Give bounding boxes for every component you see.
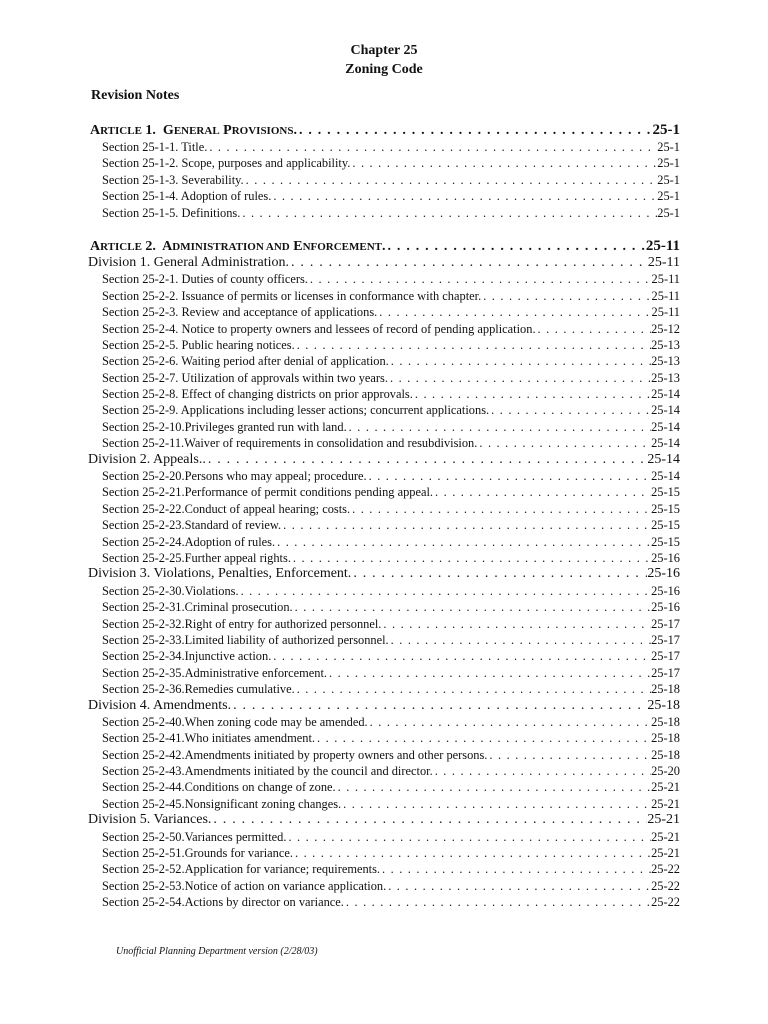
dot-leader <box>291 550 651 566</box>
dot-leader <box>295 681 651 697</box>
section-entry[interactable] <box>88 534 680 550</box>
section-entry[interactable] <box>88 550 680 566</box>
section-entry-title: Section 25-2-44.Conditions on change of zone. <box>102 780 336 795</box>
division-entry[interactable] <box>88 812 680 828</box>
article-title-part: A <box>162 238 173 254</box>
section-entry-title: Section 25-2-8. Effect of changing districts on prior approvals. <box>102 387 413 402</box>
section-entry[interactable] <box>88 845 680 861</box>
revision-notes-heading: Revision Notes <box>91 88 180 103</box>
dot-leader <box>377 304 651 320</box>
dot-leader <box>368 714 651 730</box>
section-entry-page: 25-22 <box>651 878 680 893</box>
article-title-part: ENERAL <box>173 125 220 137</box>
section-entry-title: Section 25-2-50.Variances permitted. <box>102 829 287 844</box>
section-entry-page: 25-13 <box>651 354 680 369</box>
section-entry[interactable] <box>88 665 680 681</box>
dot-leader <box>327 665 651 681</box>
article-title-part: 1. <box>141 123 163 138</box>
section-entry-page: 25-18 <box>651 682 680 697</box>
section-entry-page: 25-11 <box>651 288 680 303</box>
dot-leader <box>239 583 652 599</box>
division-entry-title: Division 4. Amendments. <box>88 697 232 713</box>
section-entry-title: Section 25-1-2. Scope, purposes and applicability. <box>102 156 351 171</box>
article-title-part: P <box>219 123 232 138</box>
section-entry-title: Section 25-2-25.Further appeal rights. <box>102 550 291 565</box>
section-entry[interactable] <box>88 288 680 304</box>
dot-leader <box>350 155 657 171</box>
section-entry[interactable] <box>88 139 680 155</box>
dot-leader <box>367 468 651 484</box>
section-entry-title: Section 25-2-4. Notice to property owners and lessees of record of pending application. <box>102 321 536 336</box>
section-entry[interactable] <box>88 878 680 894</box>
section-entry-page: 25-1 <box>657 172 680 187</box>
section-entry-page: 25-11 <box>651 272 680 287</box>
division-entry-title: Division 5. Variances. <box>88 812 212 828</box>
section-entry-title: Section 25-2-10.Privileges granted run with land. <box>102 419 347 434</box>
section-entry-title: Section 25-1-3. Severability. <box>102 172 244 187</box>
section-entry[interactable] <box>88 501 680 517</box>
section-entry-title: Section 25-2-5. Public hearing notices. <box>102 337 295 352</box>
dot-leader <box>481 288 651 304</box>
article-title-part: RTICLE <box>100 240 142 253</box>
dot-leader <box>381 616 651 632</box>
dot-leader <box>211 812 647 828</box>
dot-leader <box>351 566 647 582</box>
section-entry[interactable] <box>88 894 680 910</box>
section-entry-page: 25-21 <box>651 846 680 861</box>
chapter-header <box>0 41 768 79</box>
dot-leader <box>281 517 651 533</box>
chapter-title: Zoning Code <box>345 62 423 77</box>
section-entry-page: 25-15 <box>651 534 680 549</box>
section-entry-page: 25-16 <box>651 583 680 598</box>
section-entry[interactable] <box>88 337 680 353</box>
dot-leader <box>350 501 651 517</box>
section-entry-page: 25-18 <box>651 747 680 762</box>
section-entry[interactable] <box>88 155 680 171</box>
section-entry-page: 25-17 <box>651 632 680 647</box>
section-entry-title: Section 25-2-2. Issuance of permits or licenses in conformance with chapter. <box>102 288 482 303</box>
section-entry-page: 25-21 <box>651 796 680 811</box>
spacer <box>88 221 680 238</box>
section-entry-page: 25-13 <box>651 337 680 352</box>
section-entry[interactable] <box>88 353 680 369</box>
section-entry-title: Section 25-2-34.Injunctive action. <box>102 649 272 664</box>
division-entry-page: 25-21 <box>647 812 680 828</box>
section-entry-title: Section 25-2-52.Application for variance; requirements. <box>102 862 381 877</box>
section-entry[interactable] <box>88 730 680 746</box>
section-entry-page: 25-12 <box>651 321 680 336</box>
dot-leader <box>271 188 657 204</box>
section-entry-page: 25-21 <box>651 829 680 844</box>
dot-leader <box>489 402 651 418</box>
dot-leader <box>308 271 652 287</box>
section-entry-title: Section 25-2-51.Grounds for variance. <box>102 846 293 861</box>
division-entry-page: 25-18 <box>647 697 680 713</box>
section-entry-title: Section 25-2-7. Utilization of approvals within two years. <box>102 370 388 385</box>
dot-leader <box>289 255 648 271</box>
section-entry-title: Section 25-2-32.Right of entry for authorized personnel. <box>102 616 382 631</box>
section-entry-page: 25-22 <box>651 862 680 877</box>
article-title-part: A <box>90 238 101 254</box>
article-title-part: . <box>382 238 386 254</box>
section-entry-page: 25-18 <box>651 731 680 746</box>
dot-leader <box>386 878 651 894</box>
table-of-contents <box>88 122 680 911</box>
section-entry-page: 25-21 <box>651 780 680 795</box>
dot-leader <box>413 386 651 402</box>
article-page: 25-1 <box>652 122 680 138</box>
section-entry-title: Section 25-1-1. Title. <box>102 140 208 154</box>
dot-leader <box>244 172 658 188</box>
section-entry-title: Section 25-2-54.Actions by director on variance. <box>102 895 344 910</box>
article-title-part: RTICLE <box>100 125 142 137</box>
section-entry-title: Section 25-2-24.Adoption of rules. <box>102 534 276 549</box>
section-entry-page: 25-14 <box>651 387 680 402</box>
dot-leader <box>477 435 651 451</box>
division-entry-page: 25-11 <box>647 254 680 270</box>
dot-leader <box>293 845 651 861</box>
section-entry[interactable] <box>88 632 680 648</box>
section-entry[interactable] <box>88 402 680 418</box>
section-entry-page: 25-11 <box>651 305 680 320</box>
section-entry[interactable] <box>88 763 680 779</box>
dot-leader <box>207 139 657 155</box>
article-title-part: A <box>90 123 101 138</box>
section-entry[interactable] <box>88 271 680 287</box>
section-entry-title: Section 25-2-42.Amendments initiated by property owners and other persons. <box>102 747 488 762</box>
section-entry-title: Section 25-2-40.When zoning code may be amended. <box>102 714 368 729</box>
section-entry[interactable] <box>88 861 680 877</box>
article-title-part: DMINISTRATION AND <box>172 240 290 253</box>
chapter-number: Chapter 25 <box>350 43 418 58</box>
dot-leader <box>388 370 651 386</box>
section-entry-title: Section 25-2-41.Who initiates amendment. <box>102 731 316 746</box>
division-entry-title: Division 3. Violations, Penalties, Enforcement. <box>88 566 352 582</box>
section-entry-page: 25-22 <box>651 895 680 910</box>
dot-leader <box>487 747 651 763</box>
section-entry-title: Section 25-1-4. Adoption of rules. <box>102 189 272 204</box>
article-title-part: E <box>289 238 303 254</box>
article-title-part: 2. <box>141 238 163 254</box>
dot-leader <box>536 321 652 337</box>
section-entry[interactable] <box>88 779 680 795</box>
dot-leader <box>286 829 651 845</box>
section-entry-page: 25-16 <box>651 600 680 615</box>
section-entry-title: Section 25-2-20.Persons who may appeal; procedure. <box>102 469 367 484</box>
section-entry[interactable] <box>88 370 680 386</box>
section-entry-title: Section 25-2-30.Violations. <box>102 583 239 598</box>
section-entry-page: 25-16 <box>651 550 680 565</box>
dot-leader <box>206 452 647 468</box>
dot-leader <box>240 205 657 221</box>
section-entry-page: 25-15 <box>651 485 680 500</box>
division-entry-page: 25-14 <box>647 451 680 467</box>
section-entry-page: 25-15 <box>651 501 680 516</box>
section-entry-page: 25-15 <box>651 518 680 533</box>
article-page: 25-11 <box>645 237 680 254</box>
section-entry-title: Section 25-2-53.Notice of action on variance application. <box>102 878 387 893</box>
section-entry-page: 25-17 <box>651 665 680 680</box>
article-heading[interactable] <box>90 238 680 255</box>
section-entry-page: 25-18 <box>651 714 680 729</box>
section-entry-title: Section 25-2-9. Applications including lesser actions; concurrent applications. <box>102 403 490 418</box>
section-entry-title: Section 25-2-31.Criminal prosecution. <box>102 600 293 615</box>
section-entry[interactable] <box>88 435 680 451</box>
section-entry-page: 25-17 <box>651 649 680 664</box>
section-entry-title: Section 25-2-21.Performance of permit conditions pending appeal. <box>102 485 434 500</box>
dot-leader <box>293 599 651 615</box>
dot-leader <box>297 122 653 139</box>
section-entry[interactable] <box>88 714 680 730</box>
division-entry-page: 25-16 <box>647 566 680 582</box>
section-entry-page: 25-1 <box>657 205 680 220</box>
section-entry[interactable] <box>88 386 680 402</box>
footer-note: Unofficial Planning Department version (2/28/03) <box>116 946 318 957</box>
article-title-part: ROVISIONS <box>231 125 294 137</box>
section-entry-page: 25-17 <box>651 616 680 631</box>
section-entry[interactable] <box>88 681 680 697</box>
section-entry[interactable] <box>88 172 680 188</box>
section-entry[interactable] <box>88 419 680 435</box>
section-entry[interactable] <box>88 616 680 632</box>
dot-leader <box>341 796 651 812</box>
section-entry-title: Section 25-2-1. Duties of county officers. <box>102 272 308 287</box>
dot-leader <box>271 648 651 664</box>
division-entry-title: Division 2. Appeals.. <box>88 451 206 467</box>
section-entry[interactable] <box>88 484 680 500</box>
dot-leader <box>344 894 651 910</box>
section-entry[interactable] <box>88 583 680 599</box>
section-entry-title: Section 25-2-11.Waiver of requirements in consolidation and resubdivision. <box>102 436 478 451</box>
section-entry-page: 25-1 <box>657 140 680 154</box>
dot-leader <box>380 861 651 877</box>
section-entry-page: 25-14 <box>651 469 680 484</box>
dot-leader <box>389 353 651 369</box>
section-entry-page: 25-14 <box>651 419 680 434</box>
dot-leader <box>315 730 651 746</box>
article-heading[interactable] <box>90 122 680 139</box>
section-entry-page: 25-14 <box>651 436 680 451</box>
article-title-part: NFORCEMENT <box>302 240 383 253</box>
section-entry[interactable] <box>88 205 680 221</box>
section-entry-page: 25-1 <box>657 156 680 171</box>
section-entry-page: 25-13 <box>651 370 680 385</box>
section-entry-page: 25-1 <box>657 189 680 204</box>
division-entry[interactable] <box>88 566 680 582</box>
section-entry[interactable] <box>88 304 680 320</box>
division-entry-title: Division 1. General Administration. <box>88 254 290 270</box>
section-entry-title: Section 25-2-35.Administrative enforcement. <box>102 665 328 680</box>
section-entry[interactable] <box>88 188 680 204</box>
section-entry-title: Section 25-1-5. Definitions. <box>102 205 241 220</box>
article-title-part: . <box>293 123 297 138</box>
dot-leader <box>386 238 646 255</box>
division-entry[interactable] <box>88 698 680 714</box>
section-entry[interactable] <box>88 517 680 533</box>
dot-leader <box>433 484 651 500</box>
section-entry-title: Section 25-2-36.Remedies cumulative. <box>102 682 295 697</box>
dot-leader <box>433 763 651 779</box>
section-entry-page: 25-20 <box>651 764 680 779</box>
section-entry[interactable] <box>88 829 680 845</box>
section-entry[interactable] <box>88 796 680 812</box>
section-entry-title: Section 25-2-22.Conduct of appeal hearing; costs. <box>102 501 351 516</box>
article-title <box>90 122 297 139</box>
section-entry-page: 25-14 <box>651 403 680 418</box>
section-entry[interactable] <box>88 747 680 763</box>
section-entry[interactable] <box>88 648 680 664</box>
section-entry-title: Section 25-2-23.Standard of review. <box>102 518 282 533</box>
division-entry[interactable] <box>88 452 680 468</box>
article-title-part: G <box>162 123 174 138</box>
dot-leader <box>231 698 647 714</box>
dot-leader <box>295 337 651 353</box>
section-entry-title: Section 25-2-6. Waiting period after denial of application. <box>102 354 389 369</box>
dot-leader <box>389 632 651 648</box>
dot-leader <box>336 779 651 795</box>
dot-leader <box>275 534 651 550</box>
section-entry[interactable] <box>88 468 680 484</box>
section-entry-title: Section 25-2-3. Review and acceptance of applications. <box>102 305 378 320</box>
section-entry-title: Section 25-2-45.Nonsignificant zoning changes. <box>102 796 342 811</box>
section-entry-title: Section 25-2-33.Limited liability of authorized personnel. <box>102 632 389 647</box>
division-entry[interactable] <box>88 255 680 271</box>
article-title <box>90 238 386 255</box>
section-entry[interactable] <box>88 599 680 615</box>
section-entry[interactable] <box>88 321 680 337</box>
dot-leader <box>347 419 651 435</box>
section-entry-title: Section 25-2-43.Amendments initiated by the council and director. <box>102 764 433 779</box>
